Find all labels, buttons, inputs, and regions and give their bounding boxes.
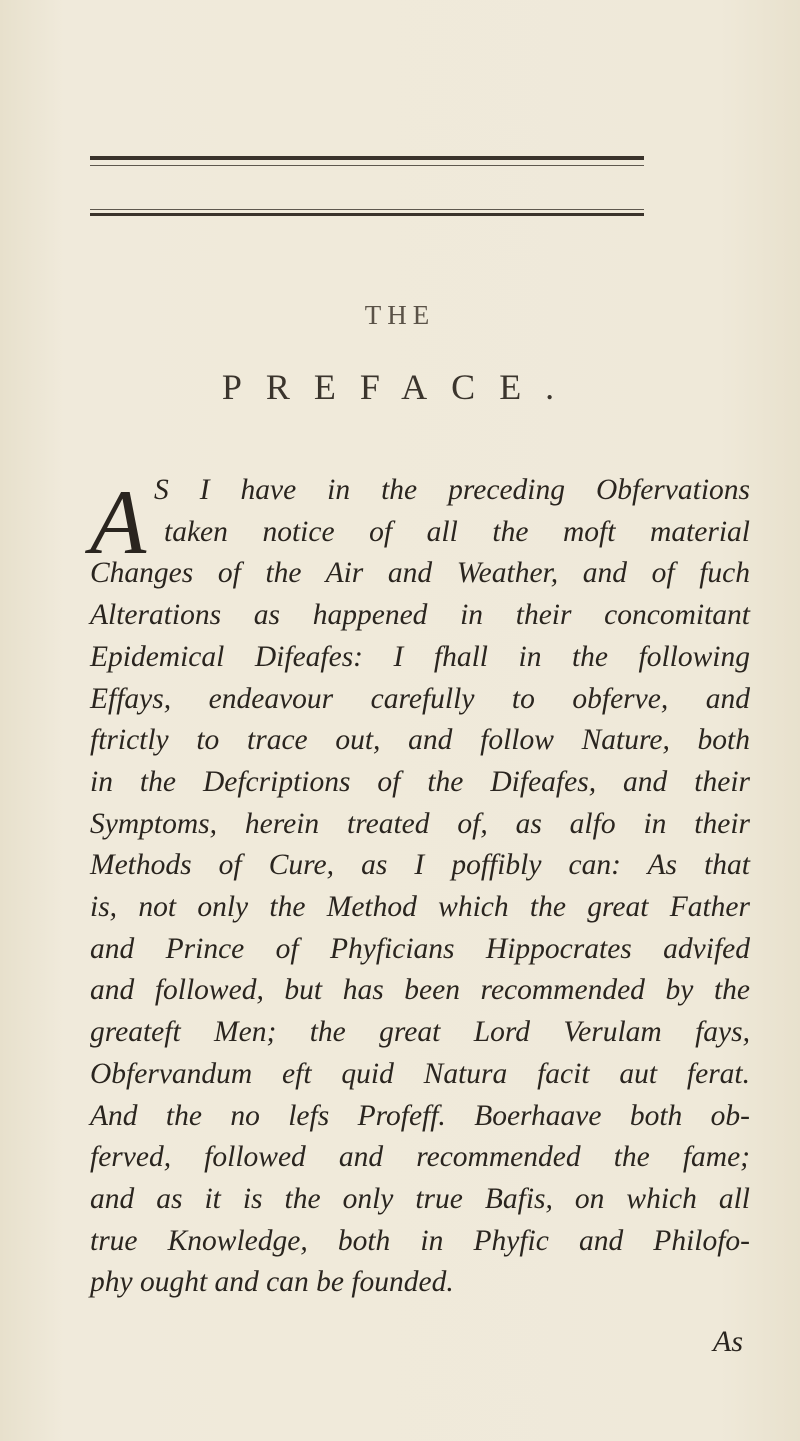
text-line: Epidemical Difeafes: I fhall in the following — [90, 640, 750, 673]
text-line: ftrictly to trace out, and follow Nature, both — [90, 724, 750, 757]
text-line: and followed, but has been recommended by the — [90, 974, 750, 1007]
text-line: and Prince of Phyficians Hippocrates advifed — [90, 932, 750, 965]
catchword: As — [713, 1325, 743, 1358]
drop-cap: A — [90, 471, 147, 573]
text-line: taken notice of all the moft material — [164, 515, 750, 548]
heading-the: THE — [364, 300, 436, 330]
text-line: ferved, followed and recommended the fame; — [90, 1141, 750, 1174]
text-line: greateft Men; the great Lord Verulam fays, — [90, 1016, 750, 1049]
text-line: Obfervandum eft quid Natura facit aut ferat. — [90, 1057, 750, 1090]
text-line: Effays, endeavour carefully to obferve, and — [90, 682, 750, 715]
text-line: phy ought and can be founded. — [90, 1266, 454, 1299]
bottom-rule-thin — [90, 209, 644, 210]
text-line: Changes of the Air and Weather, and of fuch — [90, 557, 750, 590]
text-line: S I have in the preceding Obfervations — [154, 474, 750, 506]
text-line: Alterations as happened in their concomitant — [90, 599, 750, 632]
heading-preface: PREFACE. — [221, 367, 579, 407]
text-line: true Knowledge, both in Phyfic and Philofo- — [90, 1224, 750, 1257]
text-line: Methods of Cure, as I poffibly can: As that — [90, 849, 750, 882]
bottom-rule-thick — [90, 213, 644, 216]
text-line: in the Defcriptions of the Difeafes, and their — [90, 765, 750, 798]
text-line: And the no lefs Profeff. Boerhaave both ob- — [90, 1099, 750, 1132]
text-line: Symptoms, herein treated of, as alfo in their — [90, 807, 750, 840]
text-line: and as it is the only true Bafis, on which all — [90, 1182, 750, 1215]
top-rule-thick — [90, 156, 644, 160]
text-line: is, not only the Method which the great Father — [90, 891, 750, 924]
top-rule-thin — [90, 165, 644, 166]
preface-text — [90, 470, 750, 1304]
